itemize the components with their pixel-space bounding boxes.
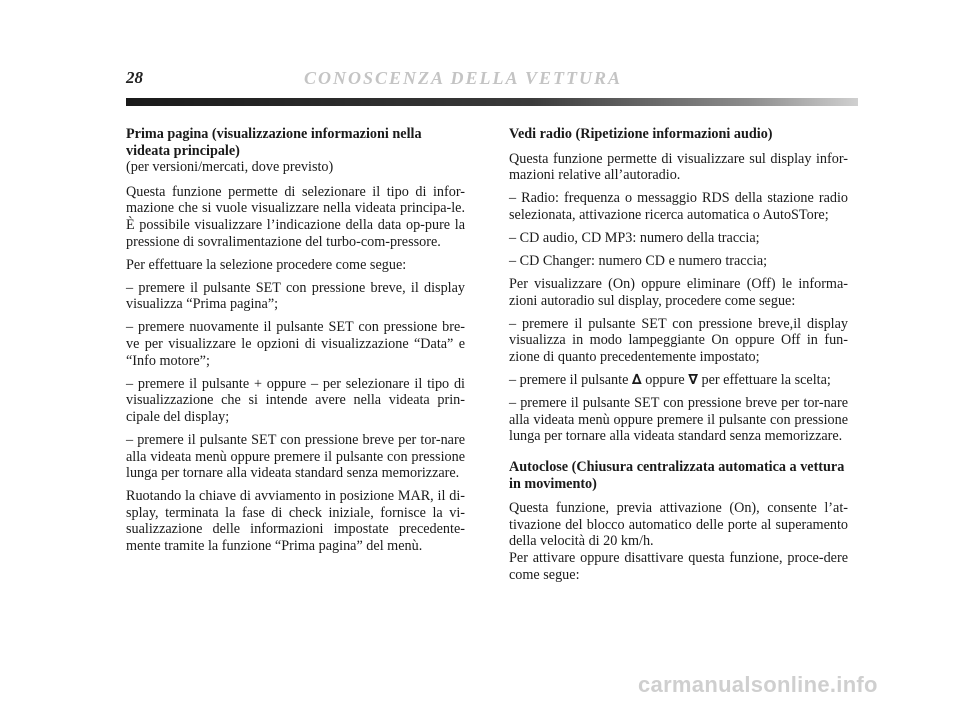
section-heading-vedi-radio: Vedi radio (Ripetizione informazioni audio) [509,126,773,142]
list-item: – premere il pulsante SET con pressione breve per tor-nare alla videata menù oppure premere il pulsante con pressione lunga per tornare alla videata standard senza memorizzare. [126,432,465,482]
list-item: – premere il pulsante SET con pressione breve, il display visualizza “Prima pagina”; [126,279,465,313]
left-column [126,126,465,561]
text-fragment: per effettuare la scelta; [697,372,831,389]
paragraph: Per attivare oppure disattivare questa funzione, proce-dere come segue: [509,549,848,583]
paragraph: Questa funzione permette di visualizzare sul display infor-mazioni relative all’autoradio. [509,150,848,184]
down-triangle-icon: ∇ [688,372,698,389]
list-item: – premere nuovamente il pulsante SET con pressione bre-ve per visualizzare le opzioni di visualizzazione “Data” e “Info motore”; [126,319,465,369]
list-item: – premere il pulsante SET con pressione breve,il display visualizza in modo lampeggiante On oppure Off in fun-zione di quanto precedentemente impostato; [509,315,848,366]
paragraph: Ruotando la chiave di avviamento in posizione MAR, il di-splay, terminata la fase di check iniziale, fornisce la vi-sualizzazione delle informazioni impostate precedente-mente tramite la funzione “Prima pagina” del menù. [126,488,465,555]
section-heading-autoclose: Autoclose (Chiusura centralizzata automatica a vettura in movimento) [509,459,845,492]
running-title: CONOSCENZA DELLA VETTURA [304,68,623,88]
list-item: – premere il pulsante + oppure – per selezionare il tipo di visualizzazione che si intende avere nella videata prin-cipale del display; [126,375,465,425]
up-triangle-icon: ∆ [631,372,642,389]
list-item: – CD Changer: numero CD e numero traccia; [509,253,768,270]
list-item: – CD audio, CD MP3: numero della traccia; [509,229,760,246]
paragraph: Per visualizzare (On) oppure eliminare (Off) le informa-zioni autoradio sul display, procedere come segue: [509,276,848,309]
section-heading-prima-pagina: Prima pagina (visualizzazione informazioni nella videata principale) [126,126,422,159]
right-column [509,126,848,590]
paragraph: Questa funzione, previa attivazione (On), consente l’at-tivazione del blocco automatico delle porte al superamento della velocità di 20 km/h. [509,500,848,550]
section-subheading: (per versioni/mercati, dove previsto) [126,159,334,176]
text-fragment: – premere il pulsante [509,372,632,389]
list-item: – Radio: frequenza o messaggio RDS della stazione radio selezionata, attivazione ricerca automatica o AutoSTore; [509,190,848,223]
watermark: carmanualsonline.info [638,672,878,697]
paragraph: Per effettuare la selezione procedere come segue: [126,256,407,273]
text-fragment: oppure [641,372,689,389]
page-number: 28 [126,68,143,87]
list-item: – premere il pulsante SET con pressione breve per tor-nare alla videata menù oppure premere il pulsante con pressione lunga per tornare alla videata standard senza memorizzare. [509,395,848,445]
paragraph: Questa funzione permette di selezionare il tipo di infor-mazione che si vuole visualizzare nella videata principa-le. È possibile visualizzare l’indicazione della data op-pure la pressione di sovralimentazione del turbo-com-pressore. [126,183,465,250]
page-header [126,68,858,92]
list-item-arrows [509,372,848,389]
header-rule [126,98,858,106]
